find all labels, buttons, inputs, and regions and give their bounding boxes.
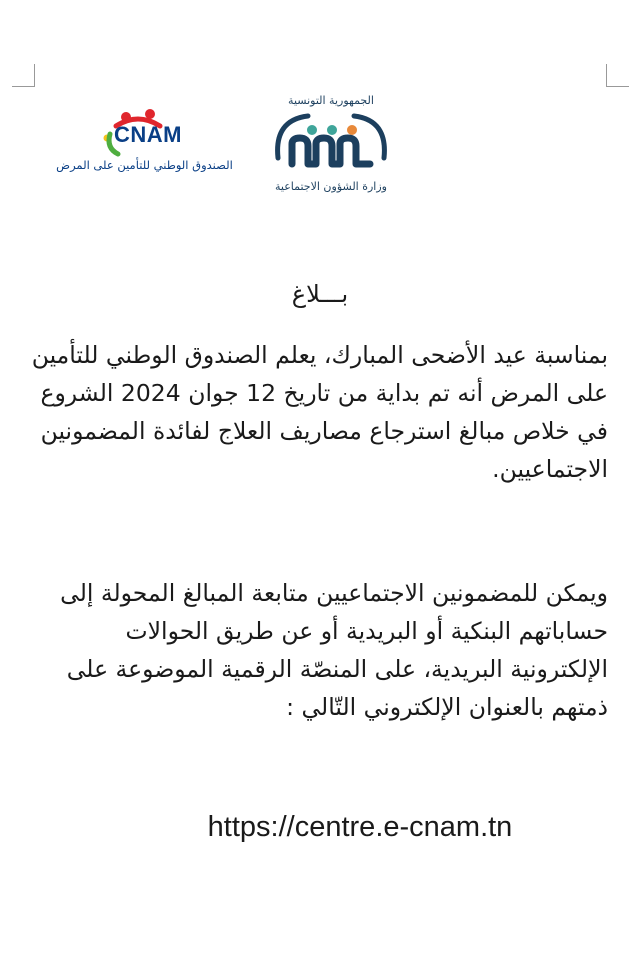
cnam-wordmark: CNAM — [114, 122, 182, 147]
platform-url[interactable]: https://centre.e-cnam.tn — [207, 811, 513, 843]
announcement-paragraph-2: ويمكن للمضمونين الاجتماعيين متابعة المبالغ المحولة إلى حساباتهم البنكية أو البريدية أو عن طريق الحوالات الإلكترونية البريدية، على المنصّة الرقمية الموضوعة على ذمتهم بالعنوان الإلكتروني التّالي : — [60, 579, 608, 721]
cnam-logo — [52, 104, 242, 184]
ministry-logo — [266, 80, 396, 210]
cnam-subtitle: الصندوق الوطني للتأمين على المرض — [56, 158, 233, 172]
announcement-paragraph-1: بمناسبة عيد الأضحى المبارك، يعلم الصندوق الوطني للتأمين على المرض أنه تم بداية من تاريخ 12 جوان 2024 الشروع في خلاص مبالغ استرجاع مصاريف العلاج لفائدة المضمونين الاجتماعيين. — [31, 341, 608, 483]
ministry-bottom-text: وزارة الشؤون الاجتماعية — [275, 180, 387, 193]
ministry-top-text: الجمهورية التونسية — [288, 94, 374, 107]
page-corner-mark-left — [12, 64, 35, 87]
document-title: بـــلاغ — [291, 280, 349, 308]
page-corner-mark-right — [606, 64, 629, 87]
